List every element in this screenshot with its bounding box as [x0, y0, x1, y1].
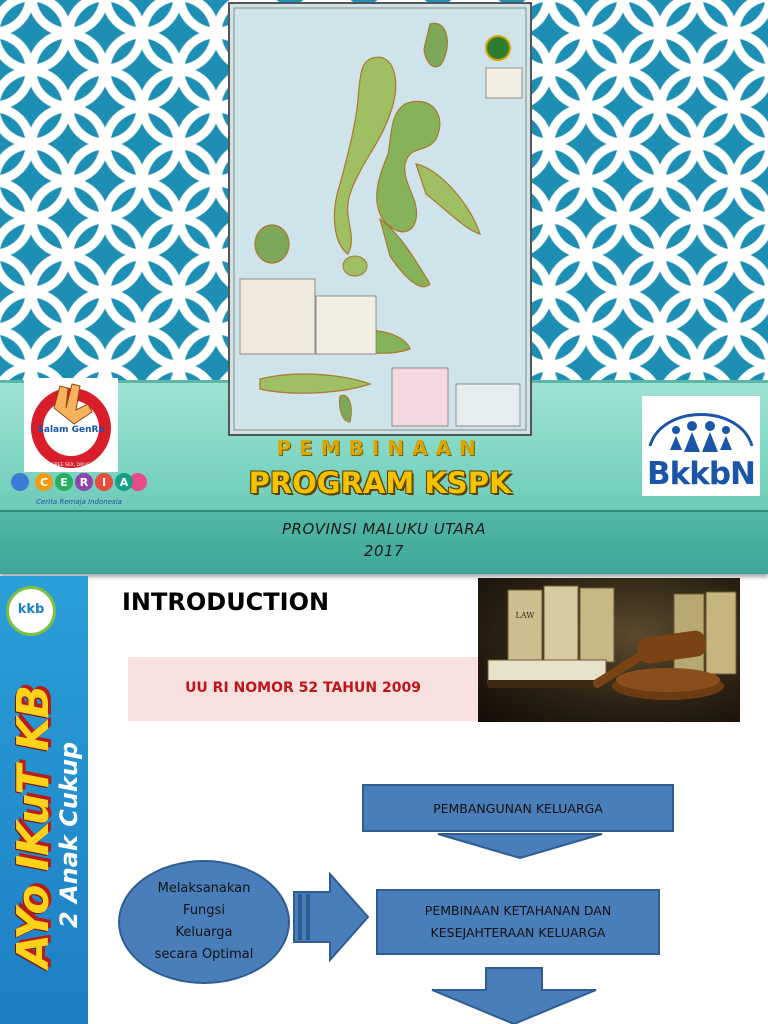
title-program: PROGRAM KSPK	[248, 466, 512, 500]
introduction-heading: INTRODUCTION	[122, 588, 330, 616]
ceria-letter-c: C	[39, 476, 49, 489]
down-arrow-2	[430, 966, 598, 1024]
genre-logo-graphic	[24, 378, 118, 472]
map-illustration	[230, 4, 530, 434]
title-pembinaan: PEMBINAAN	[276, 436, 484, 460]
ayo-ikut-kb-text: AYo IKuT KB	[8, 685, 59, 968]
ceria-letter-r: R	[79, 476, 89, 489]
province-map	[228, 2, 532, 436]
kkb-badge	[6, 586, 56, 636]
subtitle-province	[0, 518, 768, 562]
down-arrow-1	[436, 832, 604, 860]
kkb-text: kkb	[17, 602, 45, 617]
ellipse-line-2: Fungsi	[183, 903, 225, 918]
genre-logo	[24, 378, 118, 472]
law-reference-box	[128, 657, 478, 721]
bkkbn-family-icon	[642, 396, 760, 456]
bkkbn-wordmark: BkkbN	[647, 456, 755, 492]
law-reference-text: UU RI NOMOR 52 TAHUN 2009	[185, 680, 421, 696]
pembangunan-keluarga-box	[362, 784, 674, 832]
ceria-tagline: Cerita Remaja Indonesia	[36, 498, 122, 506]
ayo-ikut-kb-banner	[0, 576, 88, 1024]
kb-vertical-text	[8, 686, 87, 968]
subtitle-year: 2017	[363, 542, 405, 560]
ceria-letter-e: E	[60, 476, 68, 489]
pembangunan-keluarga-label: PEMBANGUNAN KELUARGA	[433, 801, 603, 816]
pembinaan-ketahanan-box	[376, 889, 660, 955]
law-book-label: LAW	[515, 611, 535, 620]
law-books-gavel-photo	[478, 578, 740, 722]
pembinaan-ketahanan-line2: KESEJAHTERAAN KELUARGA	[430, 925, 606, 940]
ellipse-line-1: Melaksanakan	[157, 881, 251, 896]
dua-anak-cukup-text: 2 Anak Cukup	[55, 741, 83, 928]
ceria-logo	[8, 468, 150, 508]
bkkbn-logo	[642, 396, 760, 496]
right-arrow	[292, 872, 370, 962]
province-name: PROVINSI MALUKU UTARA	[282, 520, 486, 538]
genre-inner-text: Salam GenRe	[37, 425, 105, 435]
genre-ring-text: SAY NO TO FREE SEX, DRUGS, HIV/AIDS	[26, 463, 116, 468]
ceria-letter-i: I	[101, 476, 107, 489]
law-photo-graphic	[478, 578, 740, 722]
melaksanakan-fungsi-ellipse	[118, 860, 290, 984]
ellipse-line-3: Keluarga	[175, 925, 233, 940]
pembinaan-ketahanan-line1: PEMBINAAN KETAHANAN DAN	[424, 903, 612, 918]
ellipse-line-4: secara Optimal	[154, 947, 254, 962]
ceria-logo-graphic	[8, 468, 150, 508]
ceria-letter-a: A	[119, 476, 129, 489]
